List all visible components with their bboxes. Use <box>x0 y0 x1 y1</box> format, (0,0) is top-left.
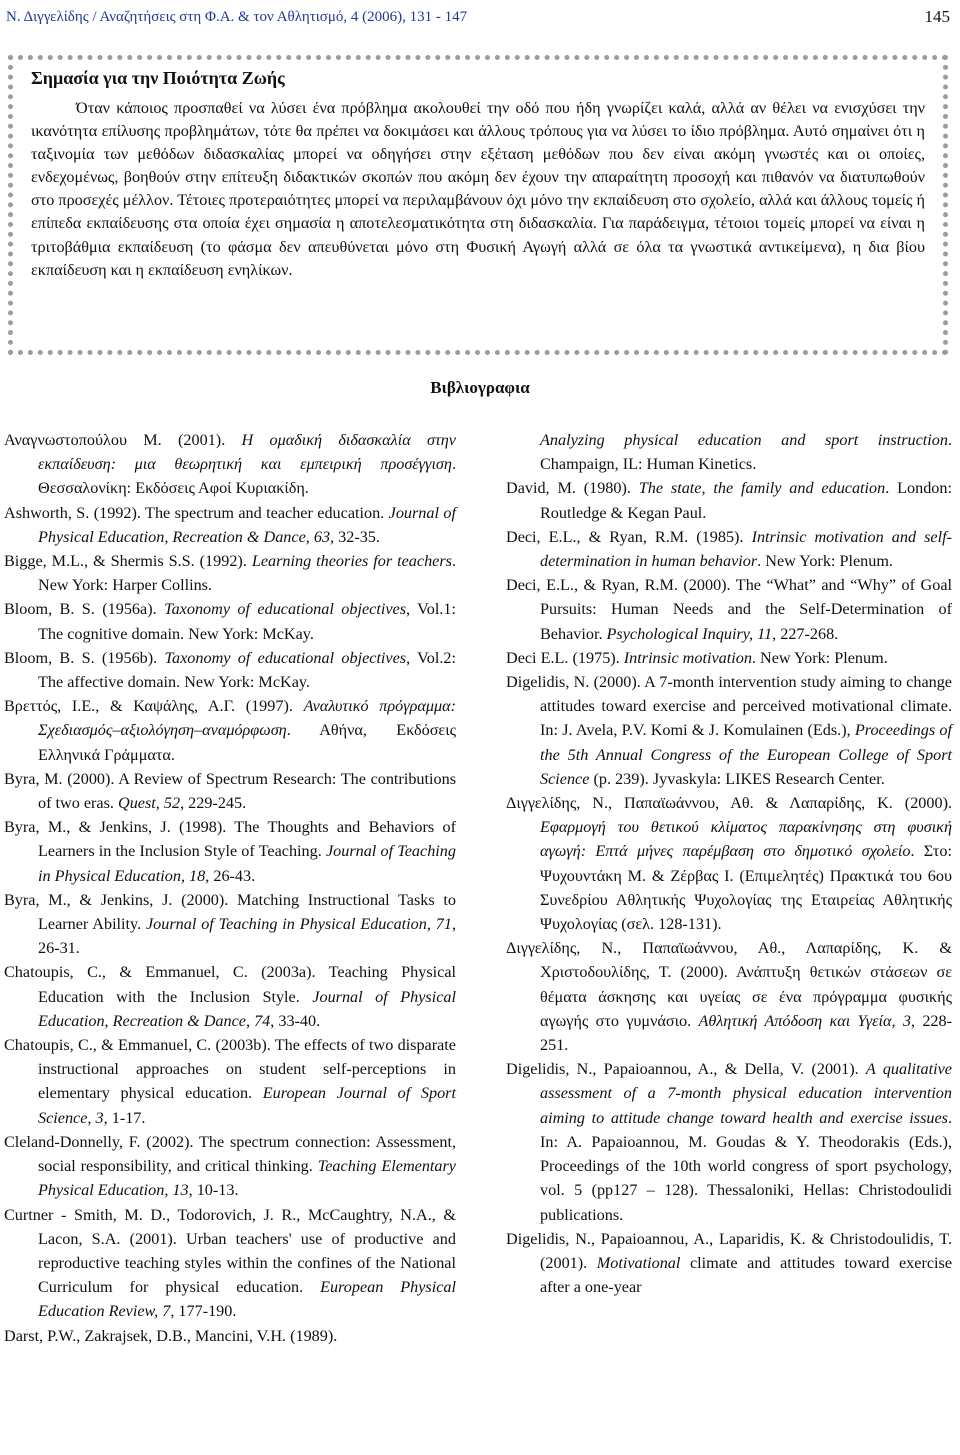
reference-title: Taxonomy of educational objectives <box>164 648 407 667</box>
reference-entry <box>506 525 952 573</box>
reference-text: Chatoupis, C., & Emmanuel, C. (2003b). The effects of two disparate instructional approaches on student self-perceptions in elementary physical education. <box>4 1036 456 1103</box>
reference-details: , 26-31. <box>38 915 456 958</box>
quality-of-life-box <box>8 55 948 355</box>
reference-title: Proceedings of the 5th Annual Congress of the European College of Sport Science <box>540 721 952 788</box>
reference-entry <box>506 1057 952 1226</box>
reference-details: , 1-17. <box>103 1108 146 1127</box>
reference-title: The state, the family and education <box>638 479 886 498</box>
reference-entry <box>4 1203 456 1324</box>
reference-text: Curtner - Smith, M. D., Todorovich, J. R., McCaughtry, N.A., & Lacon, S.A. (2001). Urban teachers' use of productive and reproductive teaching styles within the confines of the National Curriculum for physical education. <box>4 1205 456 1297</box>
references-left-column <box>4 428 456 1348</box>
reference-details: , Vol.2: The affective domain. New York: McKay. <box>38 648 456 692</box>
reference-entry <box>4 646 456 694</box>
reference-entry <box>4 549 456 597</box>
reference-details: , 10-13. <box>188 1181 239 1200</box>
reference-title: Journal of Physical Education, Recreation & Dance, 74 <box>38 987 457 1030</box>
reference-entry <box>4 694 456 767</box>
reference-text: Διγγελίδης, Ν., Παπαϊωάννου, Αθ., Λαπαρίδης, Κ. & Χριστοδουλίδης, Τ. (2000). Ανάπτυξη θετικών στάσεων σε θέματα άσκησης και υγείας σε ένα πρόγραμμα φυσικής αγωγής στο γυμνάσιο. <box>506 939 952 1030</box>
reference-details: . Champaign, IL: Human Kinetics. <box>540 431 952 474</box>
reference-text: Byra, M., & Jenkins, J. (2000). Matching Instructional Tasks to Learner Ability. <box>4 890 456 934</box>
reference-text: Digelidis, N. (2000). A 7-month intervention study aiming to change attitudes toward exercise and perceived motivational climate. In: J. Avela, P.V. Komi & J. Komulainen (Eds.), <box>506 673 952 740</box>
reference-entry <box>506 791 952 936</box>
reference-text: Bloom, B. S. (1956b). <box>4 648 165 667</box>
reference-entry <box>4 1130 456 1203</box>
running-header <box>6 0 950 34</box>
reference-title: Psychological Inquiry, 11 <box>606 624 773 643</box>
reference-title: European Physical Education Review, 7 <box>38 1278 457 1321</box>
reference-text: Βρεττός, Ι.Ε., & Καψάλης, Α.Γ. (1997). <box>4 697 304 716</box>
reference-entry <box>506 646 952 670</box>
reference-entry <box>506 428 952 476</box>
reference-text: Αναγνωστοπούλου Μ. (2001). <box>4 431 242 449</box>
reference-title: Motivational <box>596 1253 681 1272</box>
reference-entry <box>506 1227 952 1300</box>
reference-entry <box>4 767 456 815</box>
reference-text: Ashworth, S. (1992). The spectrum and teacher education. <box>4 503 389 522</box>
reference-details: . New York: Harper Collins. <box>38 552 456 595</box>
reference-entry <box>506 936 952 1057</box>
reference-title: Αθλητική Απόδοση και Υγεία, 3 <box>698 1011 911 1030</box>
reference-details: . Θεσσαλονίκη: Εκδόσεις Αφοί Κυριακίδη. <box>38 455 456 498</box>
reference-text: Bigge, M.L., & Shermis S.S. (1992). <box>4 552 252 571</box>
section-paragraph: Όταν κάποιος προσπαθεί να λύσει ένα πρόβλημα ακολουθεί την οδό που ήδη γνωρίζει καλά, αλλά αν θέλει να ενισχύσει την ικανότητα επίλυσης προβλημάτων, τότε θα πρέπει να δοκιμάσει και άλλους τρόπους για να λύσει το ίδιο πρόβλημα. Αυτό σημαίνει ότι η ταξινομία των μεθόδων διδασκαλίας μπορεί να οδηγήσει στην εξέταση μεθόδων που δεν είναι ακόμη γνωστές και οι οποίες, ενδεχομένως, βοηθούν στην επίτευξη διδακτικών σκοπών που ακόμη δεν έχουν την απαραίτητη προσοχή και πιθανόν να διατυπωθούν στο προσεχές μέλλον. Τέτοιες προτεραιότητες μπορεί να περιλαμβάνουν όχι μόνο την εκπαίδευση στο σχολείο, αλλά και άλλους τομείς ή επίπεδα εκπαίδευσης στα οποία έχει σημασία η αποτελεσματικότητα στη διδασκαλία. Για παράδειγμα, τέτοιοι τομείς μπορεί να είναι η τριτοβάθμια εκπαίδευση (το φάσμα δεν απευθύνεται μόνο στη Φυσική Αγωγή αλλά σε όλα τα γνωστικά αντικείμενα), η δια βίου εκπαίδευση και η εκπαίδευση ενηλίκων. <box>31 99 925 279</box>
reference-details: . Αθήνα, Εκδόσεις Ελληνικά Γράμματα. <box>38 721 456 764</box>
reference-text: Darst, P.W., Zakrajsek, D.B., Mancini, V.H. (1989). <box>4 1326 338 1345</box>
reference-details: . In: A. Papaioannou, M. Goudas & Y. Theodorakis (Eds.), Proceedings of the 10th world congress of sport psychology, vol. 5 (pp127 – 128). Thessaloniki, Hellas: Christodoulidi publications. <box>540 1108 952 1224</box>
reference-details: . Στο: Ψυχουντάκη Μ. & Ζέρβας Ι. (Επιμελητές) Πρακτικά του 6ου Συνεδρίου Αθλητικής Ψυχολογίας της Εταιρείας Αθλητικής Ψυχολογίας (σελ. 128-131). <box>540 842 952 934</box>
reference-entry <box>4 1324 456 1348</box>
reference-title: Learning theories for teachers <box>251 552 452 571</box>
reference-text: Διγγελίδης, Ν., Παπαϊωάννου, Αθ. & Λαπαρίδης, Κ. (2000). <box>506 794 952 813</box>
reference-entry <box>4 960 456 1033</box>
references-title: Βιβλιογραφια <box>430 378 530 397</box>
reference-title: Journal of Physical Education, Recreation & Dance, 63 <box>38 503 456 546</box>
reference-details: , Vol.1: The cognitive domain. New York: McKay. <box>38 600 456 643</box>
reference-text: Digelidis, N., Papaioannou, A., Laparidis, K. & Christodoulidis, T. (2001). <box>506 1229 952 1272</box>
reference-details: , 33-40. <box>270 1011 321 1030</box>
reference-title: Analyzing physical education and sport instruction <box>540 431 948 449</box>
reference-text: Byra, M., & Jenkins, J. (1998). The Thoughts and Behaviors of Learners in the Inclusion Style of Teaching. <box>4 818 456 861</box>
reference-entry <box>506 476 952 524</box>
reference-title: Intrinsic motivation and self-determination in human behavior <box>540 527 952 571</box>
reference-title: A qualitative assessment of a 7-month physical education intervention aiming to attitude change toward health and exercise issues <box>540 1060 952 1127</box>
reference-details: , 177-190. <box>170 1302 237 1321</box>
reference-text: Deci, E.L., & Ryan, R.M. (1985). <box>506 527 752 546</box>
reference-title: Αναλυτικό πρόγραμμα: Σχεδιασμός–αξιολόγηση–αναμόρφωση <box>38 697 456 740</box>
reference-text: David, M. (1980). <box>506 479 639 498</box>
reference-title: Η ομαδική διδασκαλία στην εκπαίδευση: μια θεωρητική και εμπειρική προσέγγιση <box>38 431 456 474</box>
reference-title: Journal of Teaching in Physical Education, 71 <box>146 915 452 934</box>
reference-title: Quest, 52 <box>118 794 181 813</box>
reference-title: Taxonomy of educational objectives <box>164 600 406 619</box>
references-right-column <box>506 428 952 1299</box>
reference-text: Cleland-Donnelly, F. (2002). The spectrum connection: Assessment, social responsibility, and critical thinking. <box>4 1132 456 1176</box>
reference-text: Bloom, B. S. (1956a). <box>4 600 165 619</box>
section-heading: Σημασία για την Ποιότητα Ζωής <box>31 68 285 88</box>
reference-entry <box>4 597 456 645</box>
reference-details: , 229-245. <box>180 794 247 813</box>
reference-entry <box>4 501 456 549</box>
reference-details: . New York: Plenum. <box>751 648 888 667</box>
reference-title: Teaching Elementary Physical Education, 13 <box>38 1157 456 1200</box>
reference-details: , 32-35. <box>330 527 380 546</box>
reference-text: Chatoupis, C., & Emmanuel, C. (2003a). Teaching Physical Education with the Inclusion Style. <box>4 963 456 1006</box>
reference-text: Deci, E.L., & Ryan, R.M. (2000). The “What” and “Why” of Goal Pursuits: Human Needs and the Self-Determination of Behavior. <box>506 576 952 643</box>
reference-text: Digelidis, N., Papaioannou, A., & Della, V. (2001). <box>506 1060 866 1079</box>
reference-title: Intrinsic motivation <box>623 648 752 667</box>
reference-entry <box>4 428 456 501</box>
reference-entry <box>4 1033 456 1130</box>
reference-details: climate and attitudes toward exercise after a one-year <box>540 1253 953 1297</box>
reference-entry <box>4 815 456 888</box>
reference-details: . London: Routledge & Kegan Paul. <box>540 479 952 522</box>
reference-entry <box>506 670 952 791</box>
reference-text: Deci E.L. (1975). <box>506 648 624 667</box>
reference-entry <box>4 888 456 961</box>
reference-details: , 227-268. <box>772 624 839 643</box>
running-head: Ν. Διγγελίδης / Αναζητήσεις στη Φ.Α. & τον Αθλητισμό, 4 (2006), 131 - 147 <box>6 8 468 25</box>
reference-text: Byra, M. (2000). A Review of Spectrum Research: The contributions of two eras. <box>4 769 456 813</box>
reference-details: , 26-43. <box>205 866 256 885</box>
reference-title: Εφαρμογή του θετικού κλίματος παρακίνησης στη φυσική αγωγή: Επτά μήνες παρέμβαση στο δημοτικό σχολείο <box>540 818 952 861</box>
reference-details: (p. 239). Jyvaskyla: LIKES Research Center. <box>589 769 885 788</box>
reference-title: European Journal of Sport Science, 3 <box>38 1084 456 1127</box>
reference-entry <box>506 573 952 646</box>
reference-details: , 228-251. <box>540 1011 953 1055</box>
page-number: 145 <box>924 7 950 26</box>
reference-title: Journal of Teaching in Physical Education, 18 <box>38 842 456 885</box>
reference-details: . New York: Plenum. <box>757 552 893 571</box>
